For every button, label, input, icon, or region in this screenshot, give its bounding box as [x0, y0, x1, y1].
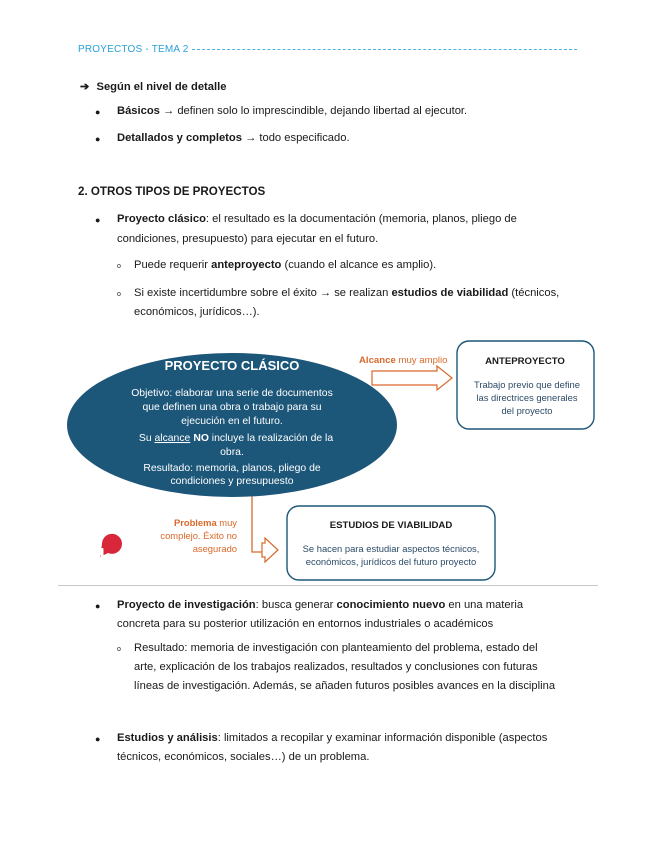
ellipse-resultado-line: Resultado: memoria, planos, pliego de [143, 463, 321, 474]
sub-item: Si existe incertidumbre sobre el éxito → se realizan estudios de viabilidad (técnicos, [134, 287, 560, 299]
ellipse-resultado-line: condiciones y presupuesto [170, 476, 294, 487]
circle-bullet-icon: o [117, 646, 121, 653]
list-item: Proyecto clásico: el resultado es la documentación (memoria, planos, pliego de [117, 213, 517, 225]
sub-item-continuation: arte, explicación de los trabajos realizados, resultados y conclusiones con futuras [134, 661, 538, 673]
section-title: 2. OTROS TIPOS DE PROYECTOS [78, 185, 266, 198]
ellipse-line: que definen una obra o trabajo para su [142, 402, 322, 413]
connector-line [252, 492, 262, 552]
arrow2-label-line: asegurado [192, 543, 237, 554]
ellipse-alcance-line2: obra. [220, 447, 244, 458]
list-item-continuation: técnicos, económicos, sociales…) de un problema. [117, 751, 370, 763]
ellipse-alcance-line: Su alcance NO incluye la realización de la [138, 433, 334, 444]
anteproyecto-line: del proyecto [501, 405, 553, 416]
arrow1-label: Alcance muy amplio [359, 355, 448, 366]
arrow-right-icon: ➔ [80, 81, 90, 93]
estudios-viabilidad-title: ESTUDIOS DE VIABILIDAD [329, 520, 453, 531]
circle-bullet-icon: o [117, 263, 121, 270]
list-item: Básicos → definen solo lo imprescindible, dejando libertad al ejecutor. [117, 105, 468, 117]
sub-item: Resultado: memoria de investigación con planteamiento del problema, estado del [134, 642, 538, 654]
list-item: Proyecto de investigación: busca generar conocimiento nuevo en una materia [117, 599, 524, 611]
estudios-viabilidad-line: económicos, jurídicos del futuro proyecto [305, 556, 477, 567]
detalle-heading-text: Según el nivel de detalle [96, 81, 227, 93]
bullet-icon: ● [95, 134, 101, 144]
list-item: Estudios y análisis: limitados a recopilar y examinar información disponible (aspectos [117, 732, 548, 744]
arrow2-label-line: complejo. Éxito no [160, 530, 237, 541]
list-item-continuation: condiciones, presupuesto) para ejecutar en el futuro. [117, 233, 379, 245]
header-dashed-line [192, 49, 577, 50]
bullet-icon: ● [95, 601, 101, 611]
estudios-viabilidad-line: Se hacen para estudiar aspectos técnicos, [302, 543, 480, 554]
detalle-heading [80, 80, 226, 93]
circle-bullet-icon: o [117, 291, 121, 298]
arrow-right-icon [262, 538, 278, 562]
list-item-continuation: concreta para su posterior utilización en entornos industriales o académicos [117, 618, 494, 630]
sub-item-continuation: económicos, jurídicos…). [134, 306, 260, 318]
anteproyecto-line: Trabajo previo que define [474, 379, 580, 390]
bullet-icon: ● [95, 734, 101, 744]
page-header [78, 44, 577, 55]
ellipse-line: Objetivo: elaborar una serie de documentos [131, 388, 333, 399]
header-title: PROYECTOS - TEMA 2 [78, 44, 189, 55]
arrow-right-icon [372, 366, 452, 390]
sub-item: Puede requerir anteproyecto (cuando el alcance es amplio). [134, 259, 437, 271]
list-item: Detallados y completos → todo especificado. [117, 132, 350, 144]
ellipse-line: ejecución en el futuro. [181, 416, 283, 427]
bullet-icon: ● [95, 215, 101, 225]
proyecto-clasico-diagram [0, 330, 655, 585]
section-divider [58, 585, 598, 586]
arrow2-label-line: Problema muy [173, 517, 237, 528]
alert-icon [100, 534, 122, 562]
bullet-icon: ● [95, 107, 101, 117]
ellipse-title: PROYECTO CLÁSICO [164, 358, 300, 373]
anteproyecto-title: ANTEPROYECTO [485, 356, 565, 367]
sub-item-continuation: líneas de investigación. Además, se añaden futuros posibles avances en la disciplina [134, 680, 556, 692]
anteproyecto-line: las directrices generales [476, 392, 578, 403]
